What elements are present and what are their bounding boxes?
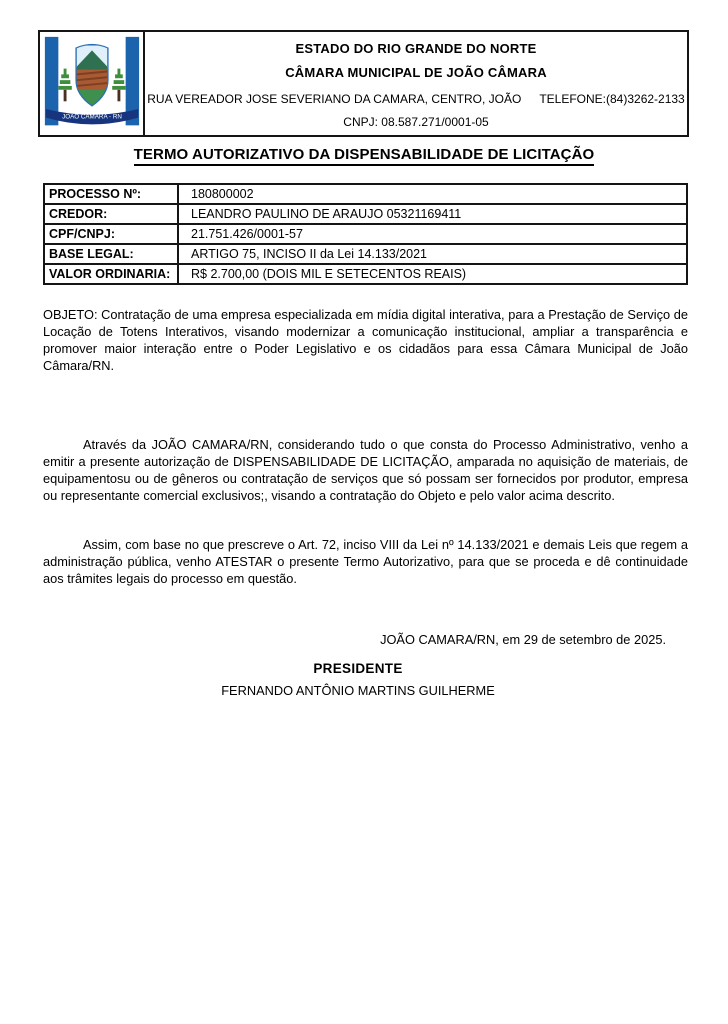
table-row <box>44 224 687 244</box>
paragraph-objeto: OBJETO: Contratação de uma empresa especializada em mídia digital interativa, para a Prestação de Serviço de Locação de Totens Interativos, visando modernizar a comunicação institucional, ampliar a transparência e promover maior interação entre o Poder Legislativo e os cidadãos para essa Câmara Municipal de João Câmara/RN. <box>43 307 688 373</box>
tree-left <box>58 68 71 101</box>
row-label: VALOR ORDINARIA: <box>44 264 178 284</box>
cnpj: CNPJ: 08.587.271/0001-05 <box>343 115 489 129</box>
address-line <box>147 92 684 106</box>
date-line: JOÃO CAMARA/RN, em 29 de setembro de 2025. <box>380 632 666 647</box>
letterhead <box>38 30 689 137</box>
street-address: RUA VEREADOR JOSE SEVERIANO DA CAMARA, CENTRO, JOÃO <box>147 92 522 106</box>
tree-right <box>112 68 125 101</box>
logo-cell <box>40 32 145 135</box>
municipality-name: CÂMARA MUNICIPAL DE JOÃO CÂMARA <box>285 65 547 80</box>
row-value: LEANDRO PAULINO DE ARAUJO 05321169411 <box>178 204 687 224</box>
row-value: 180800002 <box>178 184 687 204</box>
row-label: PROCESSO Nº: <box>44 184 178 204</box>
row-value: R$ 2.700,00 (DOIS MIL E SETECENTOS REAIS) <box>178 264 687 284</box>
table-row <box>44 264 687 284</box>
table-row <box>44 204 687 224</box>
table-row <box>44 184 687 204</box>
letterhead-text <box>145 32 687 135</box>
signature-block <box>30 661 686 698</box>
process-info-table <box>43 183 688 285</box>
row-value: 21.751.426/0001-57 <box>178 224 687 244</box>
phone-number: TELEFONE:(84)3262-2133 <box>539 92 685 106</box>
logo-banner-text: JOÃO CÂMARA - RN <box>61 113 122 121</box>
coat-of-arms-icon <box>42 35 142 133</box>
row-label: CREDOR: <box>44 204 178 224</box>
row-label: CPF/CNPJ: <box>44 224 178 244</box>
state-name: ESTADO DO RIO GRANDE DO NORTE <box>295 41 537 56</box>
table-row <box>44 244 687 264</box>
signature-name: FERNANDO ANTÔNIO MARTINS GUILHERME <box>221 683 495 698</box>
paragraph-authorization: Através da JOÃO CAMARA/RN, considerando tudo o que consta do Processo Administrativo, venho a emitir a presente autorização de DISPENSABILIDADE DE LICITAÇÃO, amparada no aquisição de materiais, de equipamentosu ou de gêneros ou contratação de serviços que só possam ser fornecidos por produtor, empresa ou representante comercial exclusivos;, visando a contratação do Objeto e pelo valor acima descrito. <box>43 437 688 503</box>
row-label: BASE LEGAL: <box>44 244 178 264</box>
paragraph-attestation: Assim, com base no que prescreve o Art. 72, inciso VIII da Lei nº 14.133/2021 e demais Leis que regem a administração pública, venho ATESTAR o presente Termo Autorizativo, para que se proceda e dê continuidade aos trâmites legais do processo em questão. <box>43 537 688 586</box>
row-value: ARTIGO 75, INCISO II da Lei 14.133/2021 <box>178 244 687 264</box>
signature-role: PRESIDENTE <box>313 661 403 676</box>
document-title: TERMO AUTORIZATIVO DA DISPENSABILIDADE DE LICITAÇÃO <box>0 146 728 164</box>
